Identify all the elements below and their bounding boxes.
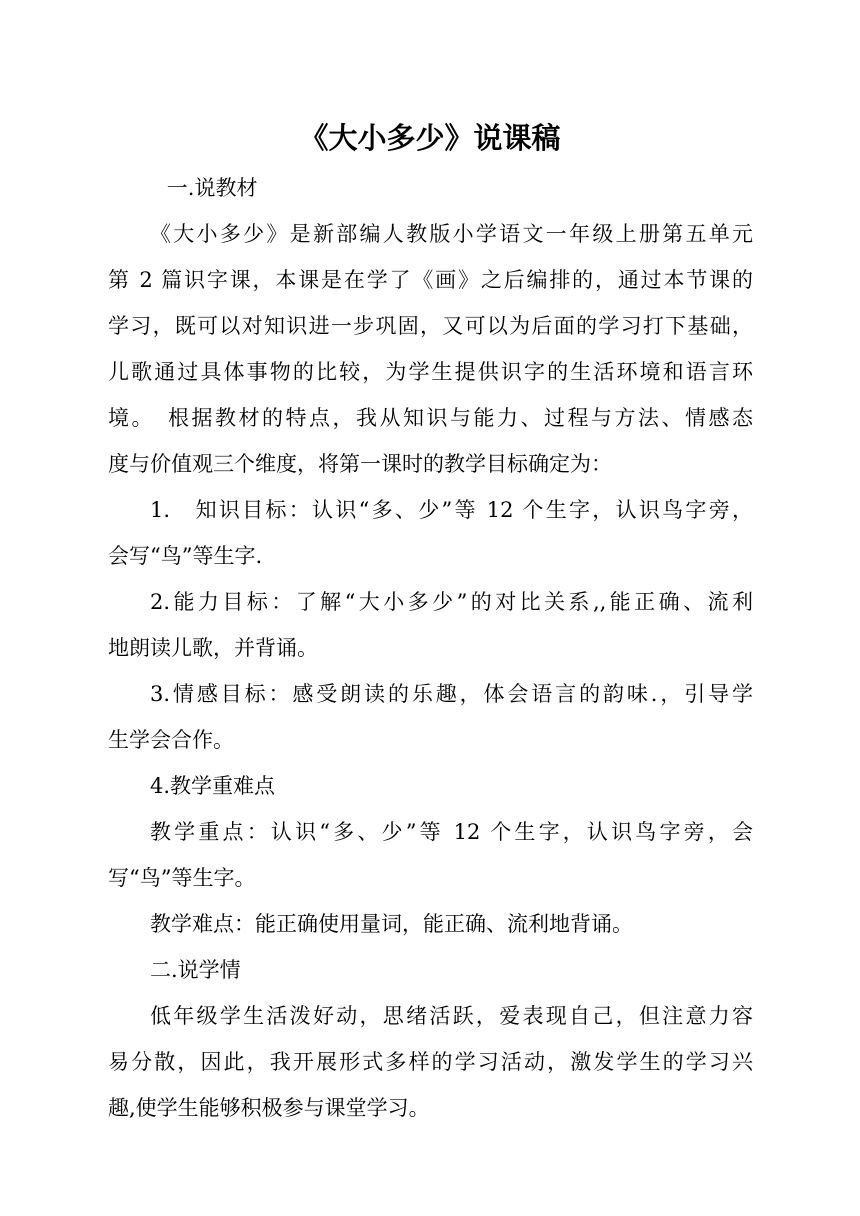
paragraph-goal-emotion [108, 671, 753, 763]
text-line: 会写“鸟”等生字. [108, 544, 263, 568]
text-line: 儿歌通过具体事物的比较，为学生提供识字的生活环境和语言环 [108, 360, 753, 384]
text-line: 度与价值观三个维度，将第一课时的教学目标确定为： [108, 452, 612, 476]
paragraph-goal-keypoints-heading [108, 763, 753, 809]
text-line: 写“鸟”等生字。 [108, 866, 256, 890]
document-body [108, 165, 753, 1131]
heading-text: 二.说学情 [150, 958, 241, 982]
text-line: 第 2 篇识字课，本课是在学了《画》之后编排的，通过本节课的 [108, 268, 753, 292]
text-line: 1. 知识目标：认识“多、少”等 12 个生字，认识鸟字旁， [150, 498, 753, 522]
paragraph-goal-knowledge [108, 487, 753, 579]
text-line: 生学会合作。 [108, 728, 234, 752]
document-title: 《大小多少》说课稿 [299, 121, 561, 155]
text-line: 易分散，因此，我开展形式多样的学习活动，激发学生的学习兴 [108, 1050, 753, 1074]
text-line: 3.情感目标：感受朗读的乐趣，体会语言的韵味.，引导学 [150, 682, 753, 706]
paragraph-students [108, 993, 753, 1131]
paragraph-goal-ability [108, 579, 753, 671]
text-line: 教学重点：认识“多、少”等 12 个生字，认识鸟字旁，会 [150, 820, 753, 844]
section-heading-students [108, 947, 753, 993]
text-line: 2.能力目标：了解“大小多少”的对比关系,,能正确、流利 [150, 590, 753, 614]
paragraph-difficult-point [108, 901, 753, 947]
text-line: 学习，既可以对知识进一步巩固，又可以为后面的学习打下基础， [108, 314, 753, 338]
text-line: 地朗读儿歌，并背诵。 [108, 636, 318, 660]
heading-text: 一.说教材 [166, 176, 258, 200]
text-line: 教学难点：能正确使用量词，能正确、流利地背诵。 [150, 912, 633, 936]
section-heading-textbook [108, 165, 753, 211]
paragraph-key-point [108, 809, 753, 901]
text-line: 低年级学生活泼好动，思绪活跃，爱表现自己，但注意力容 [150, 1004, 753, 1028]
text-line: 境。 根据教材的特点，我从知识与能力、过程与方法、情感态 [108, 406, 753, 430]
text-line: 4.教学重难点 [150, 774, 276, 798]
text-line: 《大小多少》是新部编人教版小学语文一年级上册第五单元 [150, 222, 753, 246]
paragraph-textbook-intro [108, 211, 753, 487]
text-line: 趣,使学生能够积极参与课堂学习。 [108, 1096, 430, 1120]
